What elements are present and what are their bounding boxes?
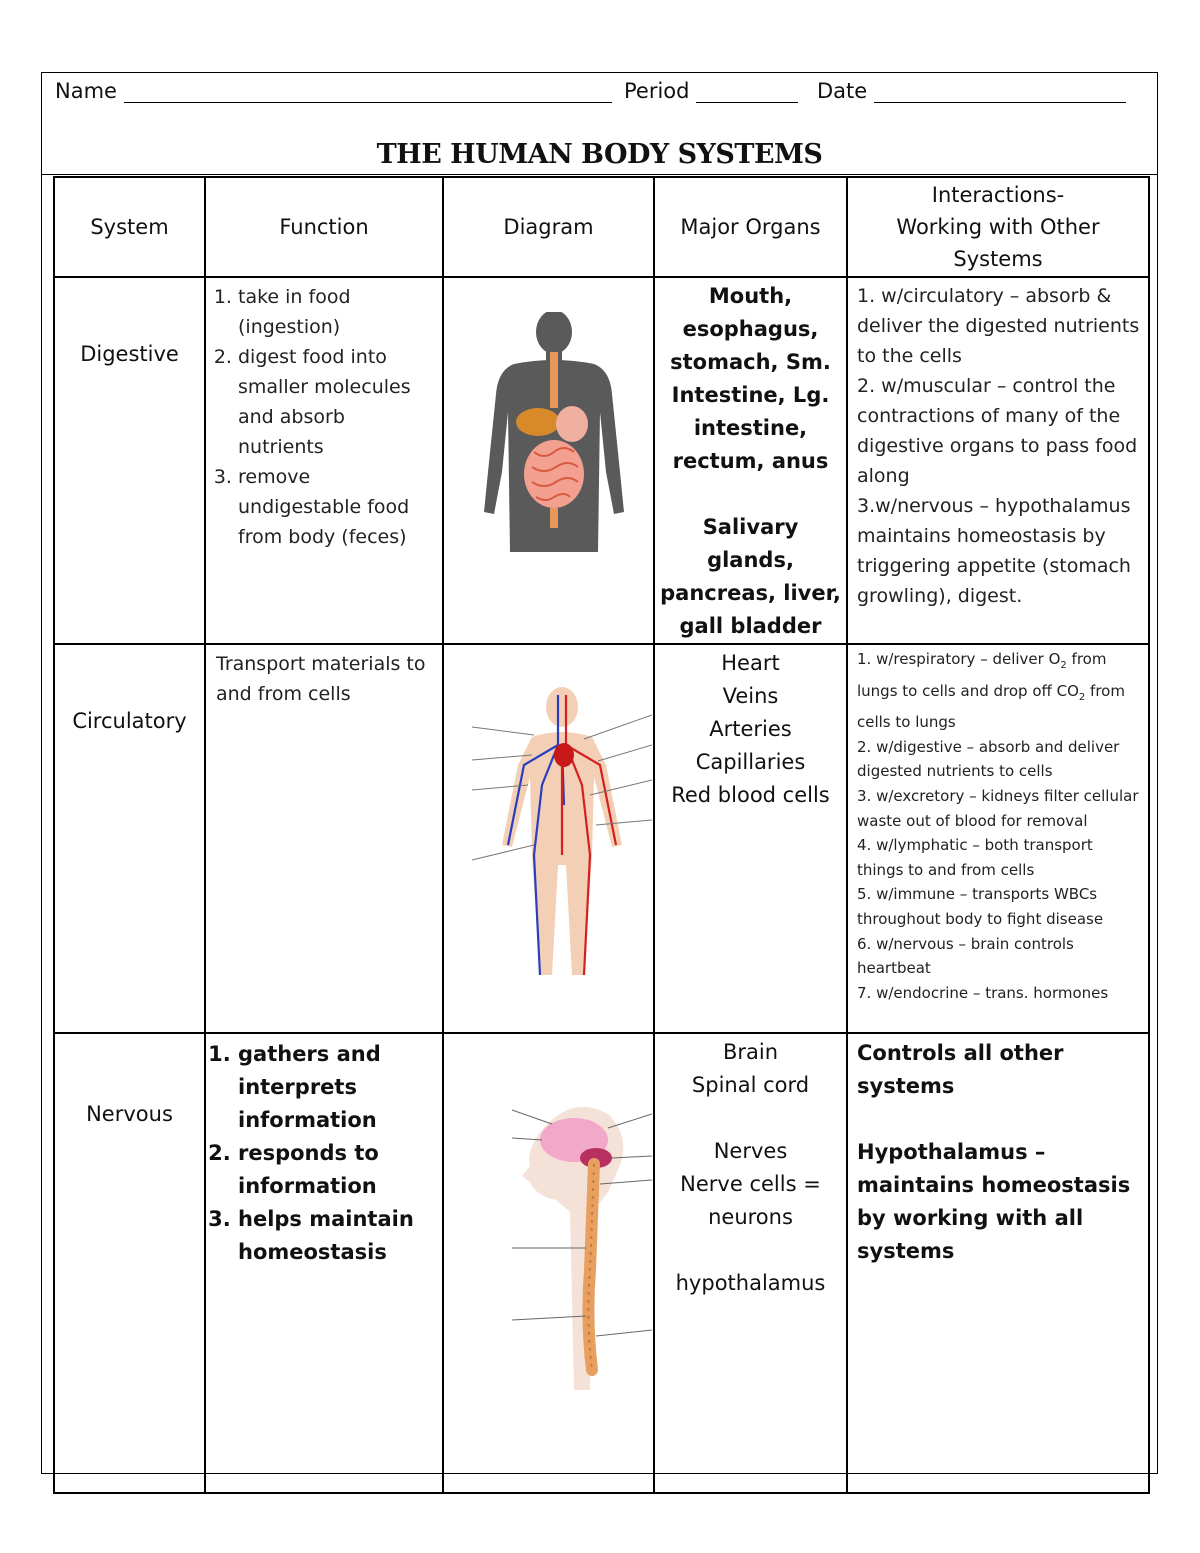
col-header-diagram: Diagram: [443, 177, 654, 277]
interaction-item: 3.w/nervous – hypothalamus maintains homeostasis by triggering appetite (stomach growling), digest.: [857, 495, 1131, 607]
period-label: Period: [624, 79, 690, 103]
interaction-item: 6. w/nervous – brain controls heartbeat: [857, 934, 1074, 978]
interaction-item: 2. w/muscular – control the contractions of many of the digestive organs to pass food along: [857, 375, 1138, 487]
date-field[interactable]: [817, 79, 1126, 103]
function-cell: [205, 277, 443, 644]
worksheet-frame: [41, 72, 1158, 1474]
interaction-item: 7. w/endocrine – trans. hormones: [857, 983, 1109, 1002]
table-header-row: [54, 177, 1149, 277]
circulatory-system-diagram: [472, 685, 652, 985]
col-header-system: System: [54, 177, 205, 277]
function-item: 1. gathers and interprets information: [238, 1038, 434, 1137]
date-blank[interactable]: [874, 82, 1126, 103]
organs-list: Salivary glands, pancreas, liver, gall bladder: [660, 515, 841, 638]
function-cell: [205, 644, 443, 1033]
organ-item: Brain: [722, 1040, 779, 1064]
major-organs-cell: [654, 644, 847, 1033]
system-name: Nervous: [54, 1033, 205, 1493]
date-label: Date: [817, 79, 868, 103]
interaction-item: 5. w/immune – transports WBCs throughout body to fight disease: [857, 885, 1104, 928]
function-item: 1. take in food (ingestion): [238, 282, 434, 342]
organ-item: Heart: [721, 651, 780, 675]
interaction-item: 2. w/digestive – absorb and deliver digested nutrients to cells: [857, 737, 1120, 781]
interaction-item: Hypothalamus – maintains homeostasis by working with all systems: [857, 1140, 1131, 1263]
organ-item: Capillaries: [695, 750, 806, 774]
interaction-item: 4. w/lymphatic – both transport things to and from cells: [857, 836, 1093, 879]
organ-item: Red blood cells: [671, 783, 830, 807]
page-title: THE HUMAN BODY SYSTEMS: [376, 139, 823, 170]
name-label: Name: [55, 79, 117, 103]
name-blank[interactable]: [124, 82, 612, 103]
col-header-function: Function: [205, 177, 443, 277]
function-item: 2. digest food into smaller molecules and absorb nutrients: [238, 342, 434, 462]
system-name: Digestive: [54, 277, 205, 644]
body-systems-table: [53, 176, 1150, 1494]
function-item: 3. remove undigestable food from body (feces): [238, 462, 434, 552]
nervous-system-diagram: [512, 1100, 652, 1390]
digestive-system-diagram: [474, 312, 634, 552]
system-name: Circulatory: [54, 644, 205, 1033]
diagram-cell: [443, 277, 654, 644]
function-item: 2. responds to information: [238, 1137, 434, 1203]
function-item: 3. helps maintain homeostasis: [238, 1203, 434, 1269]
function-list: [216, 1038, 434, 1269]
interactions-cell: [847, 644, 1149, 1033]
col-header-major-organs: Major Organs: [654, 177, 847, 277]
interaction-item: 3. w/excretory – kidneys filter cellular waste out of blood for removal: [857, 786, 1139, 830]
table-row: [54, 1033, 1149, 1493]
organ-item: Nerve cells = neurons: [680, 1172, 821, 1229]
diagram-cell: [443, 1033, 654, 1493]
major-organs-cell: [654, 277, 847, 644]
organ-item: Arteries: [709, 717, 792, 741]
interaction-item: Controls all other systems: [857, 1041, 1064, 1098]
period-field[interactable]: [624, 79, 798, 103]
major-organs-cell: [654, 1033, 847, 1493]
diagram-cell: [443, 644, 654, 1033]
function-list: [216, 282, 434, 552]
organs-list: Mouth, esophagus, stomach, Sm. Intestine, Lg. intestine, rectum, anus: [670, 284, 831, 473]
function-text: Transport materials to and from cells: [216, 653, 426, 705]
organ-item: Veins: [722, 684, 779, 708]
period-blank[interactable]: [696, 82, 798, 103]
organ-item: hypothalamus: [675, 1271, 826, 1295]
interaction-item: 1. w/circulatory – absorb & deliver the digested nutrients to the cells: [857, 285, 1140, 367]
function-cell: [205, 1033, 443, 1493]
table-row: [54, 644, 1149, 1033]
organ-item: Spinal cord: [691, 1073, 810, 1097]
interactions-cell: [847, 1033, 1149, 1493]
name-field[interactable]: [55, 79, 612, 103]
col-header-interactions: Interactions- Working with Other Systems: [847, 177, 1149, 277]
organ-item: Nerves: [713, 1139, 788, 1163]
worksheet-header: [42, 73, 1157, 175]
interaction-item: 1. w/respiratory – deliver $O_2$ from lungs to cells and drop off $CO_2$ from cells to lungs: [857, 650, 1125, 732]
interactions-cell: [847, 277, 1149, 644]
table-row: [54, 277, 1149, 644]
